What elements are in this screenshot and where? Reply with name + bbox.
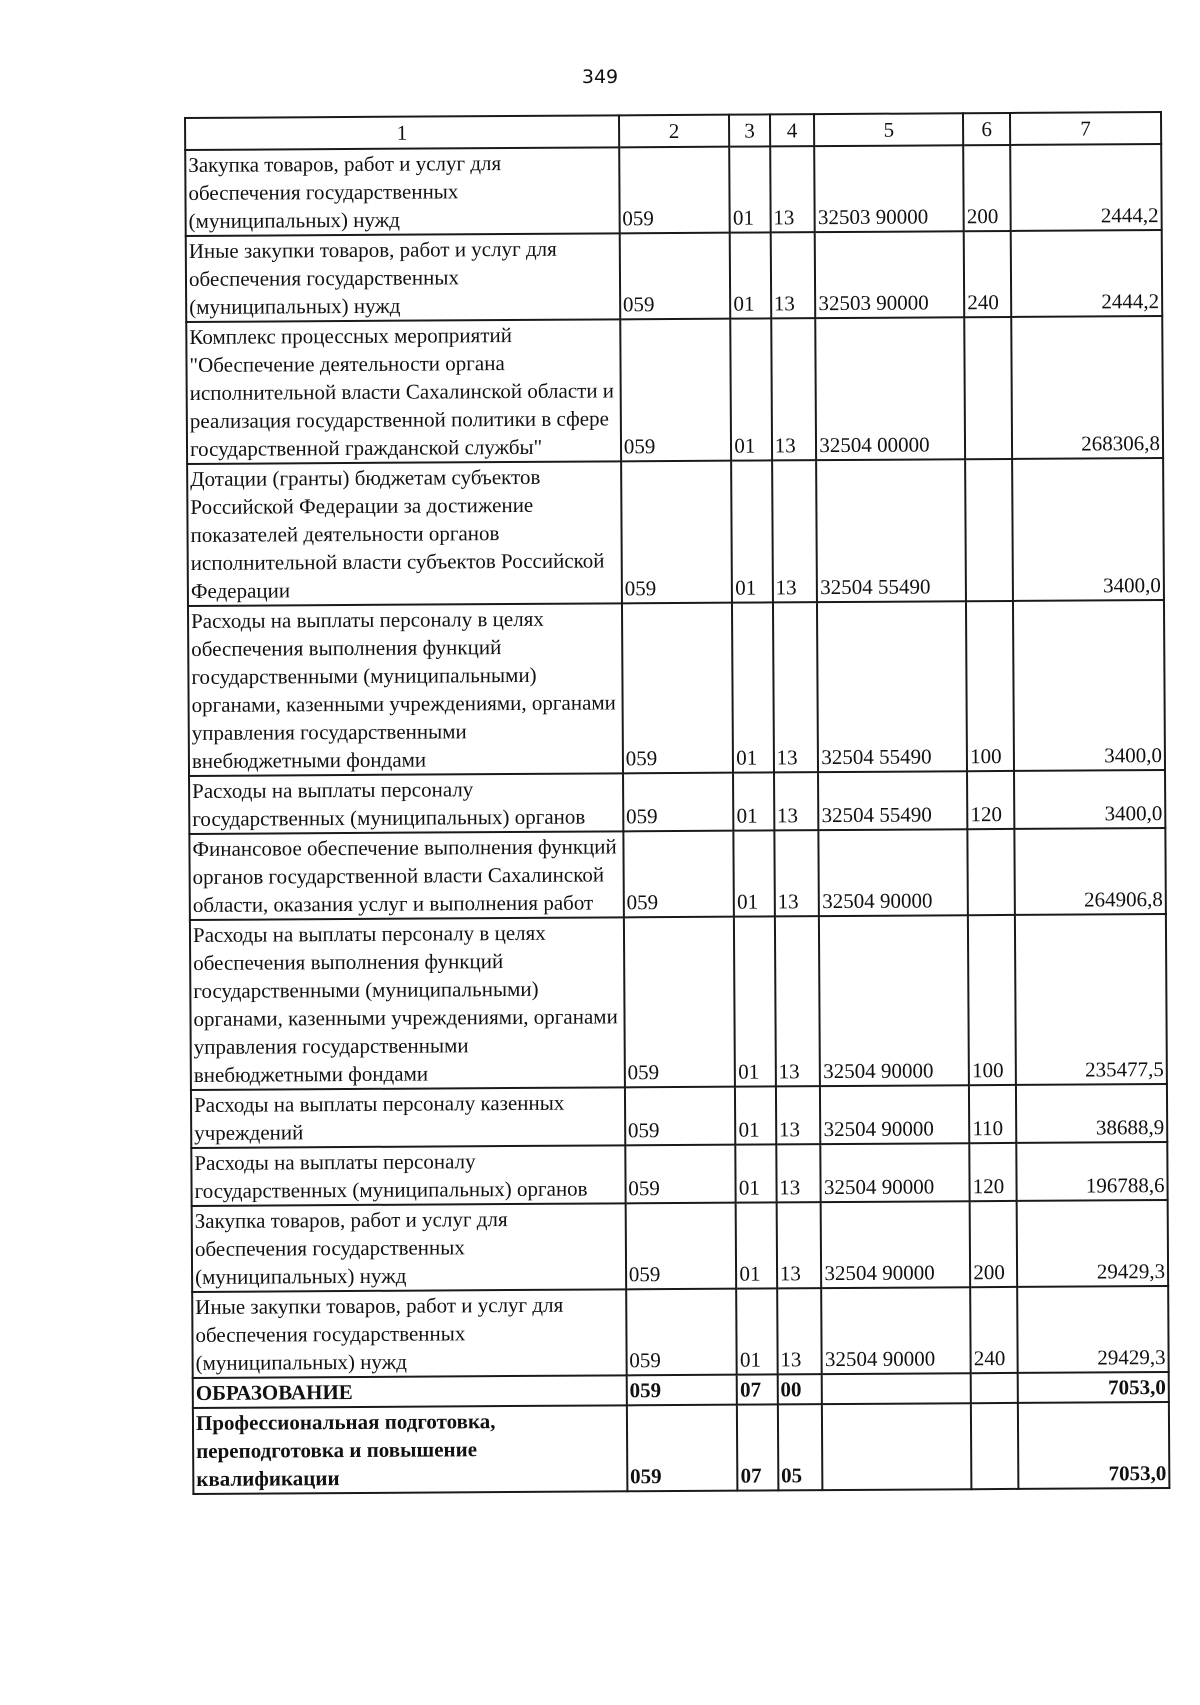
expense-name: Расходы на выплаты персоналу государственных (муниципальных) органов [189,773,623,834]
amount: 2444,2 [1010,144,1162,231]
target-article-code: 32504 90000 [819,915,969,1086]
subsection-code: 13 [776,1144,821,1202]
subsection-code: 13 [776,1202,821,1288]
table-row [190,914,1167,1090]
page-number: 349 [581,66,619,88]
expense-name: Закупка товаров, работ и услуг для обеспечения государственных (муниципальных) нужд [185,147,619,236]
target-article-code: 32504 90000 [821,1201,970,1288]
subsection-code: 13 [770,146,815,232]
column-header: 1 [185,115,619,150]
amount: 196788,6 [1016,1142,1167,1201]
target-article-code: 32504 00000 [816,317,966,460]
section-code: 01 [732,602,773,772]
subsection-code: 13 [770,232,815,318]
amount: 7053,0 [1018,1402,1170,1489]
ministry-code: 059 [626,1289,737,1376]
expense-type-code: 110 [969,1085,1016,1143]
target-article-code: 32504 55490 [817,601,967,772]
target-article-code: 32504 90000 [819,829,968,916]
amount: 2444,2 [1011,230,1163,317]
section-code: 01 [736,1202,777,1288]
expense-name: Дотации (гранты) бюджетам субъектов Российской Федерации за достижение показателей деятельности органов исполнительной власти субъектов Российской Федерации [187,461,622,606]
column-header: 6 [963,113,1010,145]
ministry-code: 059 [619,147,730,234]
subsection-code: 05 [778,1404,823,1490]
subsection-code: 13 [771,318,817,460]
amount: 29429,3 [1017,1286,1169,1373]
column-header: 2 [619,115,730,148]
table-row [186,316,1163,464]
ministry-code: 059 [627,1405,738,1492]
subsection-code: 13 [776,1086,821,1144]
ministry-code: 059 [623,773,734,832]
expense-name: Иные закупки товаров, работ и услуг для обеспечения государственных (муниципальных) нужд [186,233,620,322]
table-row [186,230,1163,322]
target-article-code: 32503 90000 [815,145,964,232]
section-code: 01 [733,772,774,830]
target-article-code: 32504 90000 [820,1085,969,1144]
expense-type-code: 100 [966,601,1014,771]
table-row [189,770,1165,834]
table-row [193,1402,1170,1494]
table-row [192,1286,1169,1378]
section-code: 01 [736,1288,777,1374]
expense-type-code: 120 [967,771,1014,829]
target-article-code: 32504 90000 [821,1143,970,1202]
amount: 235477,5 [1015,914,1167,1085]
section-code: 01 [731,318,772,460]
section-code: 07 [737,1374,778,1404]
expense-type-code: 240 [970,1287,1017,1373]
expense-name: Расходы на выплаты персоналу в целях обеспечения выполнения функций государственными (муниципальными) органами, казенными учреждениями, органами управления государственными внебюджетными фондами [190,917,625,1090]
expense-name: Профессиональная подготовка, переподготовка и повышение квалификации [193,1405,627,1494]
expense-name: Расходы на выплаты персоналу в целях обеспечения выполнения функций государственными (муниципальными) органами, казенными учреждениями, органами управления государственными внебюджетными фондами [188,603,623,776]
expense-type-code: 100 [968,915,1016,1085]
section-code: 01 [730,146,771,232]
section-code: 01 [730,232,771,318]
amount: 38688,9 [1016,1084,1167,1143]
table-row [185,144,1162,236]
table-row [192,1200,1169,1292]
expense-name: ОБРАЗОВАНИЕ [193,1375,627,1408]
expense-type-code [968,829,1015,915]
ministry-code: 059 [625,1203,736,1290]
ministry-code: 059 [622,603,734,774]
subsection-code: 00 [777,1374,822,1404]
amount: 3400,0 [1012,458,1164,601]
ministry-code: 059 [624,917,736,1088]
ministry-code: 059 [625,1087,736,1146]
expense-type-code [971,1373,1018,1403]
expense-name: Расходы на выплаты персоналу государственных (муниципальных) органов [191,1145,625,1206]
amount: 7053,0 [1018,1372,1169,1403]
table-row [191,1084,1167,1148]
section-code: 01 [735,1086,776,1144]
section-code: 01 [731,460,772,602]
budget-table [184,111,1170,1495]
expense-name: Расходы на выплаты персоналу казенных учреждений [191,1087,625,1148]
subsection-code: 13 [773,602,819,772]
amount: 3400,0 [1013,600,1165,771]
ministry-code: 059 [621,461,732,604]
subsection-code: 13 [777,1288,822,1374]
ministry-code: 059 [619,233,730,320]
expense-name: Финансовое обеспечение выполнения функций органов государственной власти Сахалинской области, оказания услуг и выполнения работ [189,831,623,920]
section-code: 07 [737,1404,778,1490]
subsection-code: 13 [772,460,818,602]
amount: 264906,8 [1014,828,1166,915]
expense-type-code: 240 [964,231,1011,317]
section-code: 01 [734,916,775,1086]
subsection-code: 13 [774,830,819,916]
expense-type-code [965,459,1013,601]
section-code: 01 [734,830,775,916]
column-header: 4 [770,114,815,146]
expense-type-code: 200 [963,145,1010,231]
expense-type-code: 120 [969,1143,1016,1201]
expense-type-code [971,1403,1018,1489]
expense-type-code [964,317,1012,459]
amount: 3400,0 [1014,770,1165,829]
target-article-code: 32503 90000 [815,231,964,318]
target-article-code: 32504 90000 [822,1287,971,1374]
amount: 29429,3 [1017,1200,1169,1287]
expense-type-code: 200 [970,1201,1017,1287]
target-article-code: 32504 55490 [816,459,966,602]
table-row [187,458,1164,606]
target-article-code [822,1403,971,1490]
table-row [191,1142,1167,1206]
expense-name: Комплекс процессных мероприятий "Обеспечение деятельности органа исполнительной власти Сахалинской области и реализация государственной политики в сфере государственной гражданской службы" [186,319,621,464]
ministry-code: 059 [623,831,734,918]
column-header: 5 [814,113,963,146]
expense-name: Иные закупки товаров, работ и услуг для обеспечения государственных (муниципальных) нужд [192,1289,626,1378]
target-article-code: 32504 55490 [818,771,967,830]
section-code: 01 [736,1144,777,1202]
ministry-code: 059 [620,319,731,462]
column-header: 7 [1010,112,1161,145]
table-row [189,828,1166,920]
target-article-code [822,1373,971,1404]
subsection-code: 13 [775,916,821,1086]
ministry-code: 059 [626,1375,737,1406]
expense-name: Закупка товаров, работ и услуг для обеспечения государственных (муниципальных) нужд [192,1203,626,1292]
table-row [188,600,1165,776]
column-header: 3 [729,114,770,146]
subsection-code: 13 [774,772,819,830]
amount: 268306,8 [1011,316,1163,459]
ministry-code: 059 [625,1145,736,1204]
